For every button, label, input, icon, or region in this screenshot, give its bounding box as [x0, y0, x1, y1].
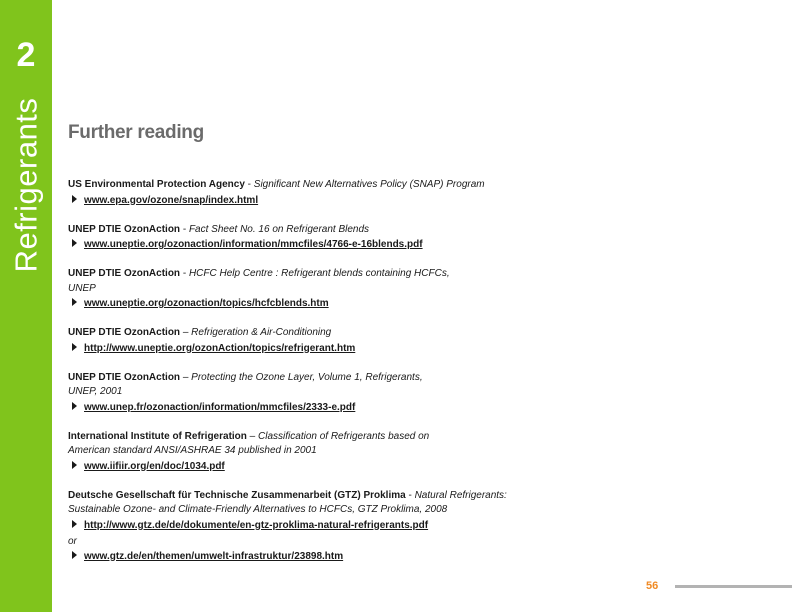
- reference-description: HCFC Help Centre : Refrigerant blends containing HCFCs,: [188, 268, 450, 279]
- chapter-number: 2: [16, 36, 36, 74]
- arrow-right-icon: [72, 298, 77, 306]
- reference-source: [68, 326, 768, 341]
- reference-link[interactable]: www.unep.fr/ozonaction/information/mmcfiles/2333-e.pdf: [84, 401, 356, 413]
- reference-org: UNEP DTIE OzonAction: [68, 327, 181, 338]
- reference-link-line: [68, 238, 768, 252]
- reference-link[interactable]: www.uneptie.org/ozonaction/topics/hcfcblends.htm: [84, 298, 329, 309]
- reference-link-line: [68, 519, 768, 533]
- chapter-title: Refrigerants: [8, 97, 44, 273]
- reference-description: Fact Sheet No. 16 on Refrigerant Blends: [188, 223, 370, 235]
- reference-link[interactable]: http://www.uneptie.org/ozonAction/topics/refrigerant.htm: [84, 342, 356, 354]
- arrow-right-icon: [72, 343, 77, 351]
- reference-description: Significant New Alternatives Policy (SNAP) Program: [253, 179, 485, 190]
- footer-rule: [675, 585, 792, 588]
- reference-link-line: [68, 342, 768, 356]
- reference-item: [68, 326, 768, 356]
- arrow-right-icon: [72, 520, 77, 528]
- reference-link-line: [68, 297, 768, 311]
- arrow-right-icon: [72, 239, 77, 247]
- reference-description: Classification of Refrigerants based on: [258, 430, 430, 442]
- reference-item: [68, 371, 768, 415]
- arrow-right-icon: [72, 195, 77, 203]
- reference-link-line: [68, 460, 768, 474]
- reference-org: UNEP DTIE OzonAction: [68, 223, 181, 235]
- reference-separator: -: [405, 489, 415, 501]
- reference-org: UNEP DTIE OzonAction: [68, 268, 181, 279]
- arrow-right-icon: [72, 551, 77, 559]
- reference-link-line: [68, 194, 768, 208]
- reference-source: [68, 371, 768, 386]
- reference-description-continued: Sustainable Ozone- and Climate-Friendly Alternatives to HCFCs, GTZ Proklima, 2008: [68, 504, 448, 515]
- reference-link[interactable]: www.uneptie.org/ozonaction/information/mmcfiles/4766-e-16blends.pdf: [84, 239, 423, 250]
- reference-separator: –: [180, 327, 192, 338]
- reference-description-continued: UNEP: [68, 282, 96, 294]
- reference-source: [68, 223, 768, 238]
- reference-separator: -: [244, 179, 254, 190]
- reference-item: [68, 430, 768, 474]
- reference-source: [68, 489, 768, 504]
- reference-org: US Environmental Protection Agency: [68, 179, 245, 190]
- reference-org: Deutsche Gesellschaft für Technische Zusammenarbeit (GTZ) Proklima: [68, 489, 406, 501]
- chapter-sidebar: [0, 0, 52, 612]
- reference-item: [68, 223, 768, 253]
- arrow-right-icon: [72, 402, 77, 410]
- reference-description-continued: American standard ANSI/ASHRAE 34 published in 2001: [68, 445, 317, 456]
- reference-link-line: [68, 550, 768, 564]
- reference-item: [68, 267, 768, 311]
- reference-separator: -: [180, 268, 189, 279]
- reference-link[interactable]: www.iifiir.org/en/doc/1034.pdf: [84, 460, 225, 472]
- reference-description: Protecting the Ozone Layer, Volume 1, Refrigerants,: [191, 371, 423, 383]
- reference-description: Refrigeration & Air-Conditioning: [191, 327, 332, 338]
- alternative-separator: or: [68, 535, 77, 547]
- reference-org: UNEP DTIE OzonAction: [68, 371, 181, 383]
- reference-separator: –: [246, 430, 259, 442]
- reference-item: [68, 489, 768, 564]
- reference-separator: -: [180, 223, 189, 235]
- reference-item: [68, 178, 768, 208]
- reference-link[interactable]: http://www.gtz.de/de/dokumente/en-gtz-proklima-natural-refrigerants.pdf: [84, 519, 429, 531]
- reference-list: [68, 178, 768, 579]
- section-heading: Further reading: [68, 122, 204, 143]
- reference-link[interactable]: www.epa.gov/ozone/snap/index.html: [84, 194, 259, 206]
- reference-source: [68, 430, 768, 445]
- reference-org: International Institute of Refrigeration: [68, 430, 247, 442]
- reference-separator: –: [180, 371, 192, 383]
- reference-description: Natural Refrigerants:: [414, 489, 507, 501]
- arrow-right-icon: [72, 461, 77, 469]
- reference-link-line: [68, 401, 768, 415]
- reference-source: [68, 178, 768, 193]
- reference-source: [68, 267, 768, 282]
- reference-description-continued: UNEP, 2001: [68, 386, 123, 397]
- reference-link-alternative[interactable]: www.gtz.de/en/themen/umwelt-infrastruktur/23898.htm: [84, 550, 344, 562]
- page-number: 56: [646, 580, 659, 592]
